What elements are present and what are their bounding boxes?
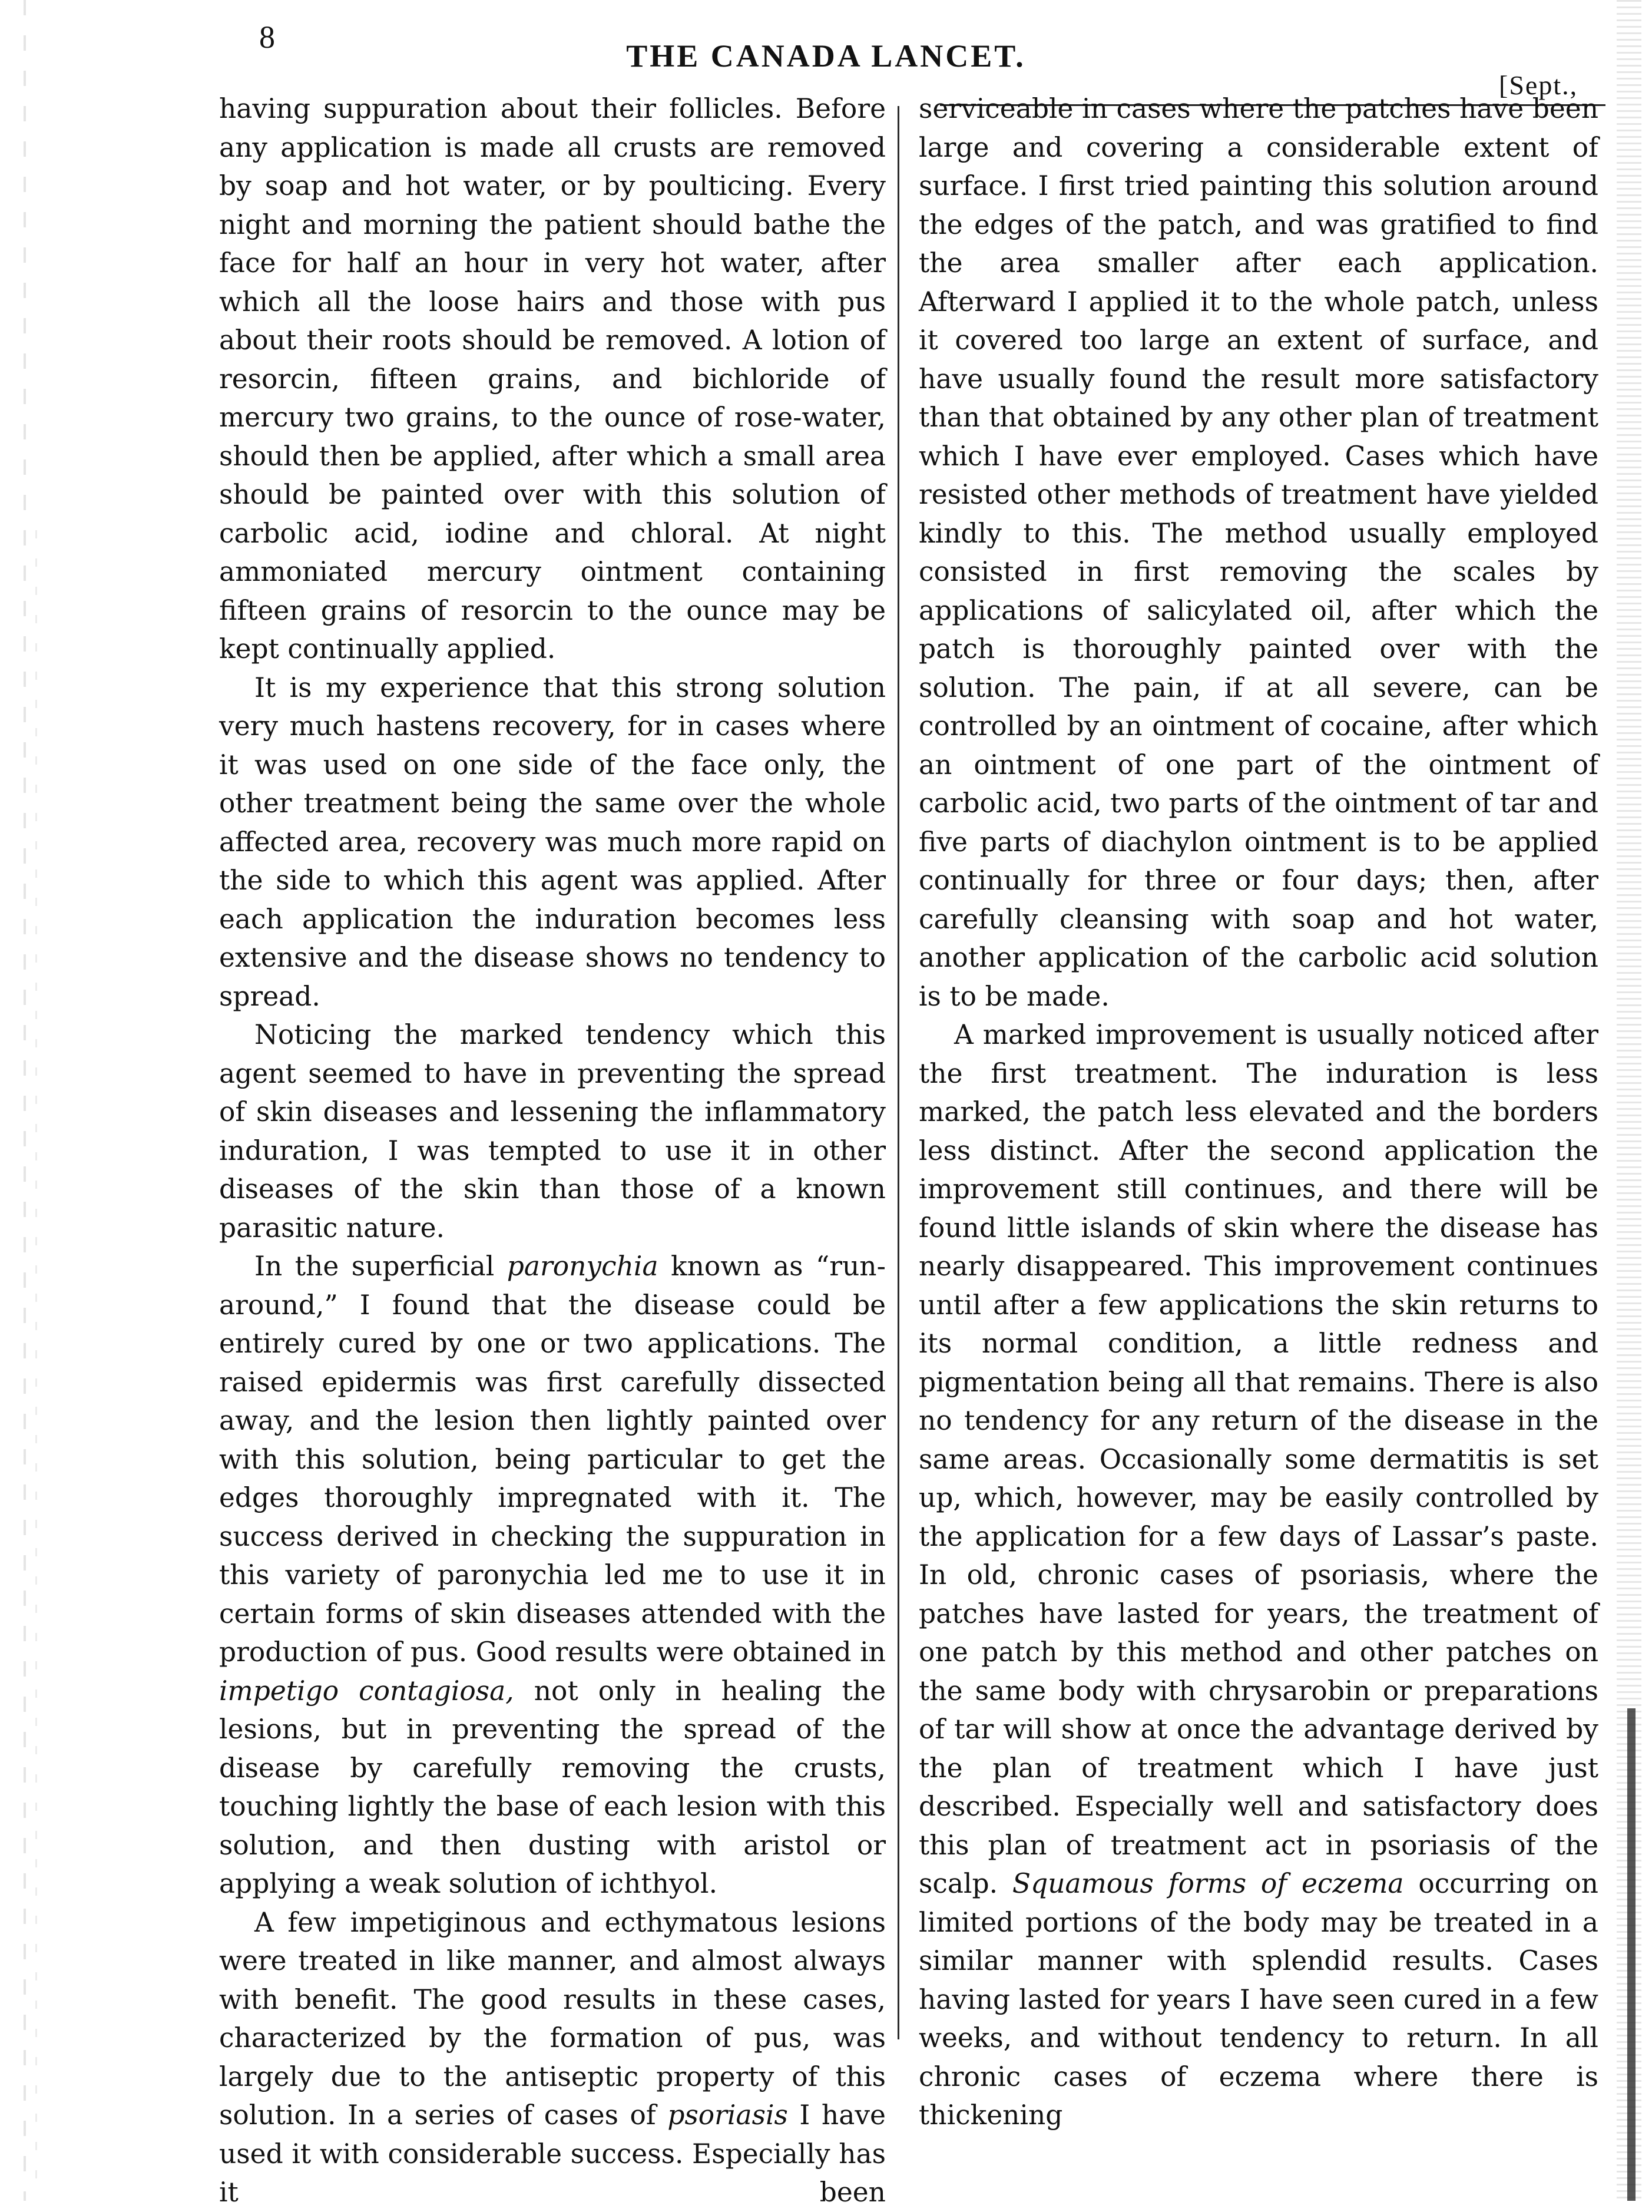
scan-edge-artifact	[35, 530, 37, 2180]
page-number: 8	[259, 19, 275, 55]
paragraph: having suppuration about their follicles. Before any application is made all crusts are removed by soap and hot water, or by poulticing. Every night and morning the patient should bathe the face for half an hour in very hot water, after which all the loose hairs and those with pus about their roots should be removed. A lotion of resorcin, fifteen grains, and bichloride of mercury two grains, to the ounce of rose-water, should then be applied, after which a small area should be painted over with this solution of carbolic acid, iodine and chloral. At night ammoniated mercury ointment containing fifteen grains of resorcin to the ounce may be kept continually applied.	[219, 93, 886, 664]
scan-edge-artifact	[24, 0, 26, 2201]
paragraph	[219, 1247, 886, 1903]
paragraph: It is my experience that this strong solution very much hastens recovery, for in cases where it was used on one side of the face only, the other treatment being the same over the whole affected area, recovery was much more rapid on the side to which this agent was applied. After each application the induration becomes less extensive and the disease shows no tendency to spread.	[219, 672, 886, 1012]
scan-edge-artifact	[1627, 1708, 1636, 2201]
text-run: In the superficial	[254, 1251, 507, 1282]
text-run: I have used it with considerable success. Especially has it been	[219, 2099, 886, 2208]
paragraph: Noticing the marked tendency which this agent seemed to have in preventing the spread of skin diseases and lessening the inflammatory induration, I was tempted to use it in other diseases of the skin than those of a known parasitic nature.	[219, 1019, 886, 1244]
text-run: known as “run-around,” I found that the disease could be entirely cured by one or two applications. The raised epidermis was first carefully dissected away, and the lesion then lightly painted over with this solution, being particular to get the edges thoroughly impregnated with it. The success derived in checking the suppuration in this variety of paronychia led me to use it in certain forms of skin diseases attended with the production of pus. Good results were obtained in	[219, 1251, 886, 1668]
right-column	[919, 90, 1598, 2135]
paragraph: serviceable in cases where the patches have been large and covering a considerable extent of surface. I first tried painting this solution around the edges of the patch, and was gratified to find the area smaller after each application. Afterward I applied it to the whole patch, unless it covered too large an extent of surface, and have usually found the result more satisfactory than that obtained by any other plan of treatment which I have ever employed. Cases which have resisted other methods of treatment have yielded kindly to this. The method usually employed consisted in first removing the scales by applications of salicylated oil, after which the patch is thoroughly painted over with the solution. The pain, if at all severe, can be controlled by an ointment of cocaine, after which an ointment of one part of the ointment of carbolic acid, two parts of the ointment of tar and five parts of diachylon ointment is to be applied continually for three or four days; then, after carefully cleansing with soap and hot water, another application of the carbolic acid solution is to be made.	[919, 93, 1598, 1012]
italic-term: Squamous forms of eczema	[1012, 1868, 1404, 1899]
text-run: not only in healing the lesions, but in preventing the spread of the disease by carefully removing the crusts, touching lightly the base of each lesion with this solution, and then dusting with aristol or applying a weak solution of ichthyol.	[219, 1675, 886, 1899]
paragraph	[919, 1016, 1598, 2135]
column-rule	[898, 106, 899, 2039]
italic-term: psoriasis	[667, 2099, 788, 2131]
running-date: [Sept.,	[1499, 70, 1578, 100]
text-run: A few impetiginous and ecthymatous lesions were treated in like manner, and almost always with benefit. The good results in these cases, characterized by the formation of pus, was largely due to the antiseptic property of this solution. In a series of cases of	[219, 1906, 886, 2131]
text-run: A marked improvement is usually noticed after the first treatment. The induration is less marked, the patch less elevated and the borders less distinct. After the second application the improvement still continues, and there will be found little islands of skin where the disease has nearly disappeared. This improvement continues until after a few applications the skin returns to its normal condition, a little redness and pigmentation being all that remains. There is also no tendency for any return of the disease in the same areas. Occasionally some dermatitis is set up, which, however, may be easily controlled by the application for a few days of Lassar’s paste. In old, chronic cases of psoriasis, where the patches have lasted for years, the treatment of one patch by this method and other patches on the same body with chrysarobin or preparations of tar will show at once the advantage derived by the plan of treatment which I have just described. Especially well and satisfactory does this plan of treatment act in psoriasis of the scalp.	[919, 1019, 1598, 1899]
paragraph	[219, 1903, 886, 2212]
italic-term: impetigo contagiosa,	[219, 1675, 514, 1707]
text-run: occurring on limited portions of the body may be treated in a similar manner with splendid results. Cases having lasted for years I have seen cured in a few weeks, and without tendency to return. In all chronic cases of eczema where there is thickening	[919, 1868, 1598, 2131]
italic-term: paronychia	[506, 1251, 658, 1282]
running-title: THE CANADA LANCET.	[626, 38, 1026, 74]
left-column	[219, 90, 886, 2212]
